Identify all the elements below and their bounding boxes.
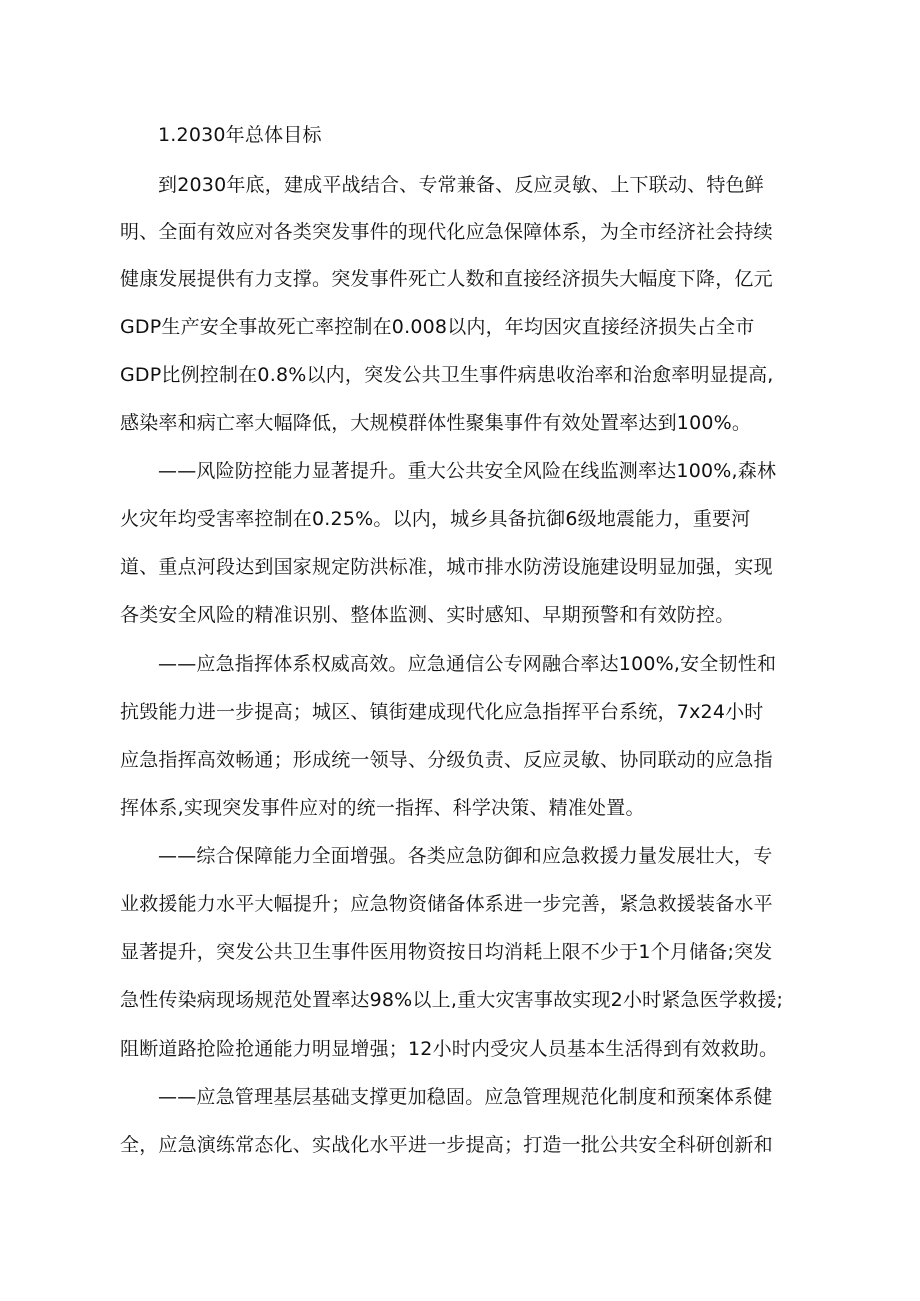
paragraph-line: ——应急指挥体系权威高效。应急通信公专网融合率达100%,安全韧性和 [158, 653, 777, 675]
paragraph-line: 各类安全风险的精准识别、整体监测、实时感知、早期预警和有效防控。 [120, 604, 735, 626]
paragraph-line: 业救援能力水平大幅提升；应急物资储备体系进一步完善，紧急救援装备水平 [120, 893, 773, 915]
paragraph-line: 感染率和病亡率大幅降低，大规模群体性聚集事件有效处置率达到100%。 [120, 412, 752, 434]
paragraph-line: 全，应急演练常态化、实战化水平进一步提高；打造一批公共安全科研创新和 [120, 1134, 773, 1156]
paragraph-line: 到2030年底，建成平战结合、专常兼备、反应灵敏、上下联动、特色鲜 [158, 174, 764, 196]
paragraph-line: GDP生产安全事故死亡率控制在0.008以内，年均因灾直接经济损失占全市 [120, 316, 755, 338]
paragraph-line: 显著提升，突发公共卫生事件医用物资按日均消耗上限不少于1个月储备;突发 [120, 941, 773, 963]
paragraph-line: 抗毁能力进一步提高；城区、镇街建成现代化应急指挥平台系统，7x24小时 [120, 701, 764, 723]
paragraph-line: 健康发展提供有力支撑。突发事件死亡人数和直接经济损失大幅度下降，亿元 [120, 268, 773, 290]
paragraph-line: GDP比例控制在0.8%以内，突发公共卫生事件病患收治率和治愈率明显提高, [120, 364, 774, 386]
paragraph-line: 急性传染病现场规范处置率达98%以上,重大灾害事故实现2小时紧急医学救援; [120, 989, 784, 1011]
paragraph-line: 挥体系,实现突发事件应对的统一指挥、科学决策、精准处置。 [120, 797, 645, 819]
paragraph-line: ——风险防控能力显著提升。重大公共安全风险在线监测率达100%,森林 [158, 460, 777, 482]
paragraph-line: 阻断道路抢险抢通能力明显增强；12小时内受灾人员基本生活得到有效救助。 [120, 1038, 779, 1060]
paragraph-line: 明、全面有效应对各类突发事件的现代化应急保障体系，为全市经济社会持续 [120, 221, 773, 243]
paragraph-line: 火灾年均受害率控制在0.25%。以内，城乡具备抗御6级地震能力，重要河 [120, 508, 751, 530]
paragraph-line: 道、重点河段达到国家规定防洪标准，城市排水防涝设施建设明显加强，实现 [120, 556, 773, 578]
paragraph-line: ——应急管理基层基础支撑更加稳固。应急管理规范化制度和预案体系健 [158, 1086, 773, 1108]
paragraph-line: 应急指挥高效畅通；形成统一领导、分级负责、反应灵敏、协同联动的应急指 [120, 749, 773, 771]
paragraph-line: ——综合保障能力全面增强。各类应急防御和应急救援力量发展壮大，专 [158, 845, 773, 867]
section-heading: 1.2030年总体目标 [158, 124, 322, 146]
